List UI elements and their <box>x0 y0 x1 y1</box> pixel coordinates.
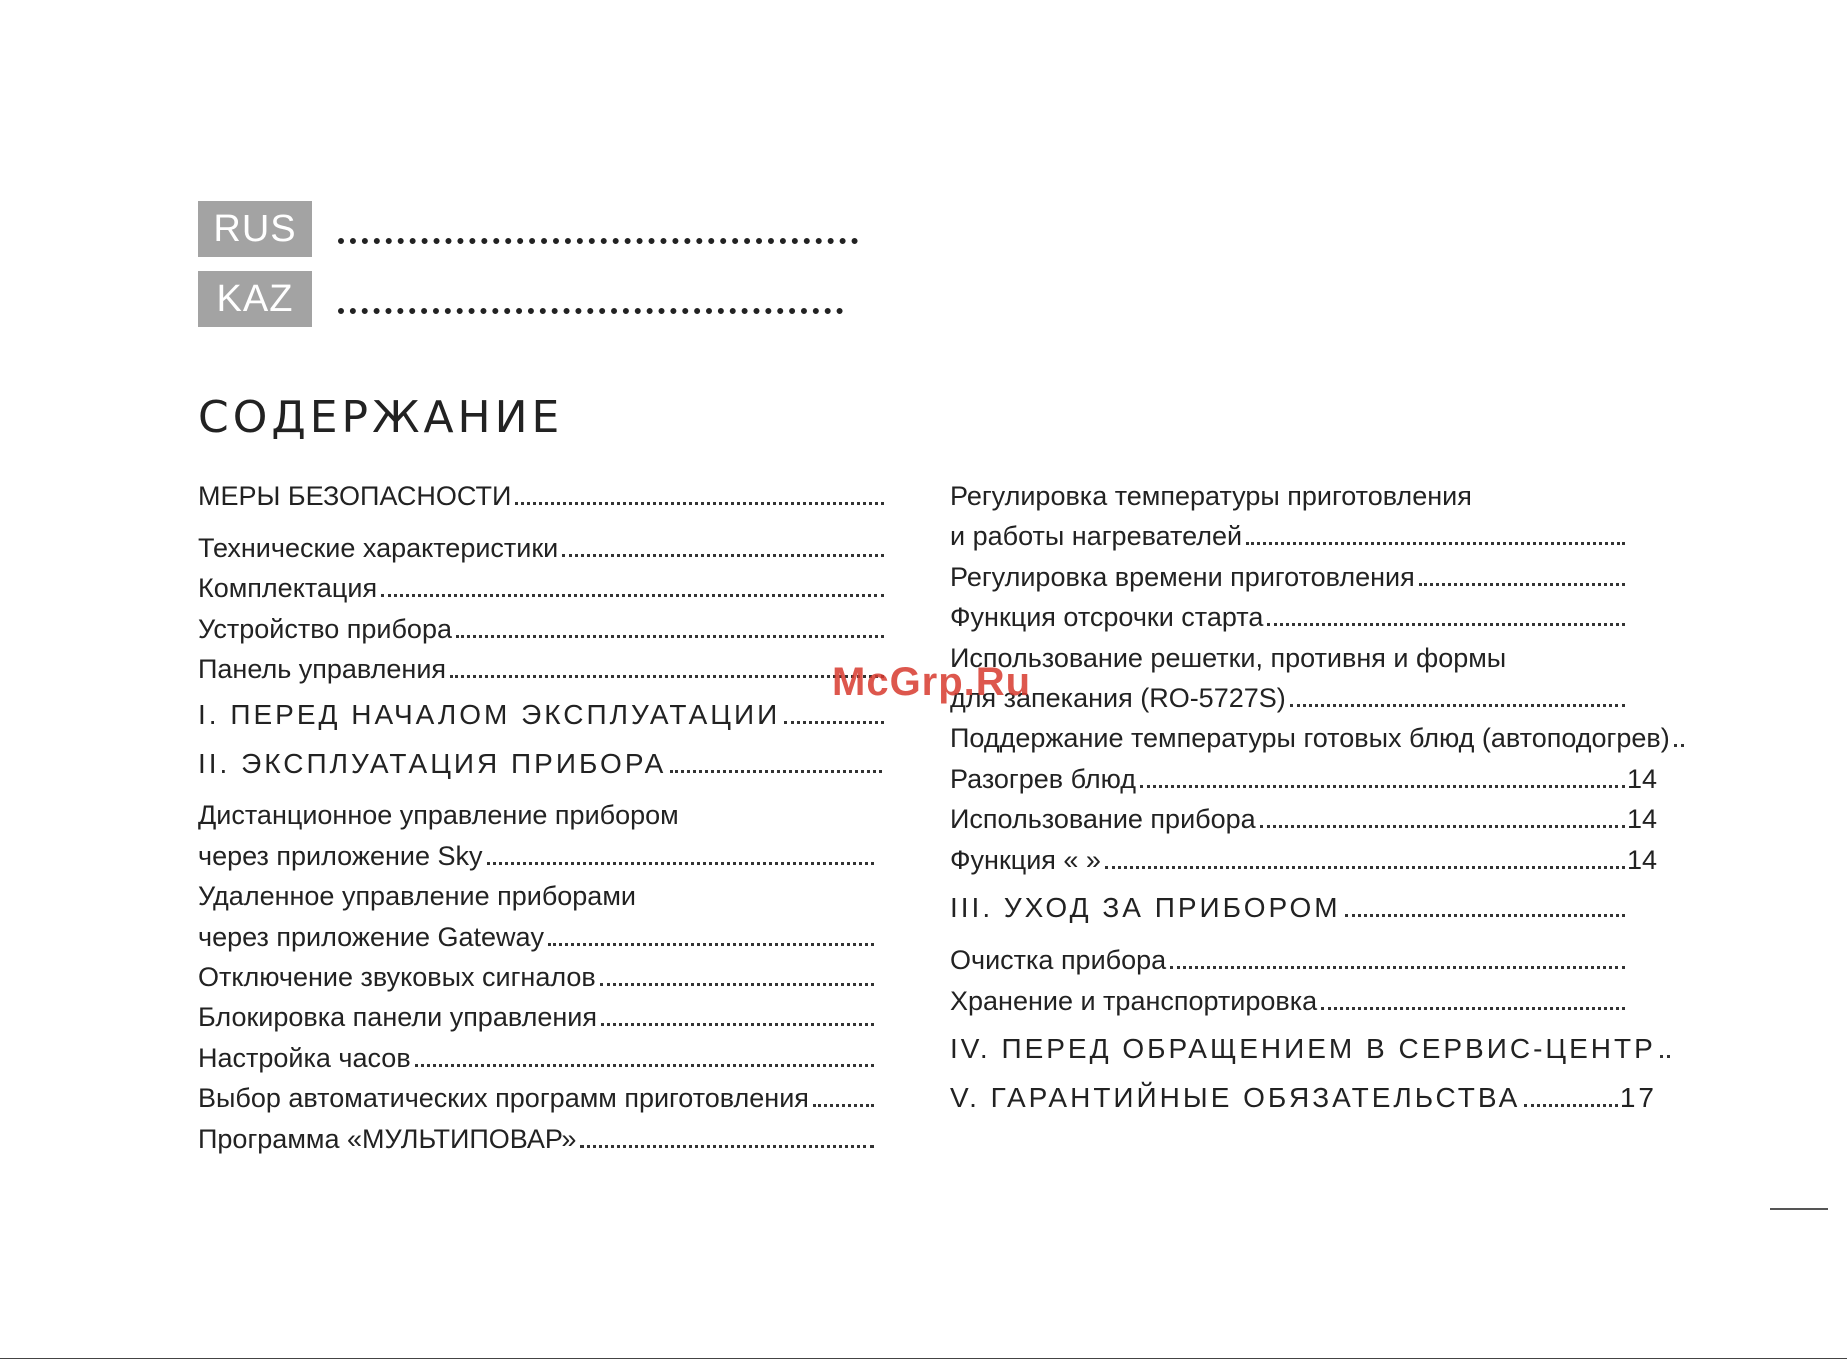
toc-entry[interactable] <box>950 1027 1656 1064</box>
toc-entry-label: и работы нагревателей <box>950 521 1243 551</box>
toc-entry[interactable] <box>198 1117 876 1153</box>
toc-entry-label: Регулировка времени приготовления <box>950 562 1415 592</box>
dot-leader <box>415 1064 874 1067</box>
dot-leader <box>601 1023 874 1026</box>
toc-entry-page: 14 <box>1626 804 1657 834</box>
toc-entry[interactable] <box>198 566 886 602</box>
toc-entry[interactable] <box>198 742 884 778</box>
dot-leader <box>1140 785 1625 788</box>
toc-entry-label: Программа «МУЛЬТИПОВАР» <box>198 1124 577 1154</box>
dot-leader <box>487 862 875 865</box>
toc-entry-label: Дистанционное управление прибором <box>198 800 679 830</box>
toc-entry[interactable] <box>950 474 1657 510</box>
dot-leader <box>1267 623 1625 626</box>
toc-entry-label: Удаленное управление приборами <box>198 881 636 911</box>
toc-entry[interactable] <box>198 474 886 510</box>
dot-leader <box>1419 583 1625 586</box>
dot-leader <box>562 554 884 557</box>
dot-leader <box>813 1104 874 1107</box>
dot-leader <box>548 943 874 946</box>
toc-entry-label: Настройка часов <box>198 1043 411 1073</box>
toc-entry[interactable] <box>950 838 1657 874</box>
toc-entry-label: Блокировка панели управления <box>198 1002 597 1032</box>
toc-entry-label: Разогрев блюд <box>950 764 1137 794</box>
toc-entry-label: Хранение и транспортировка <box>950 986 1318 1016</box>
toc-entry-label: Использование решетки, противня и формы <box>950 643 1507 673</box>
toc-entry[interactable] <box>198 693 886 729</box>
toc-entry-label: через приложение Sky <box>198 841 483 871</box>
toc-entry[interactable] <box>950 797 1657 833</box>
dot-leader <box>338 238 858 244</box>
toc-entry-label: через приложение Gateway <box>198 922 545 952</box>
toc-title: СОДЕРЖАНИЕ <box>198 392 564 443</box>
toc-entry[interactable] <box>950 716 1670 753</box>
language-row-kaz[interactable] <box>198 271 843 327</box>
toc-entry-label: для запекания (RO-5727S) <box>950 683 1286 713</box>
toc-entry[interactable] <box>950 514 1627 550</box>
dot-leader <box>1524 1104 1618 1107</box>
toc-entry-label: Функция « » <box>950 845 1101 875</box>
toc-entry-label: Использование прибора <box>950 804 1256 834</box>
toc-entry[interactable] <box>950 636 1657 672</box>
dot-leader <box>1660 1055 1670 1058</box>
dot-leader <box>580 1145 874 1148</box>
page-number-rule <box>1770 1208 1828 1210</box>
dot-leader <box>515 502 884 505</box>
dot-leader <box>1321 1007 1625 1010</box>
dot-leader <box>784 721 884 724</box>
dot-leader <box>1246 542 1625 545</box>
toc-entry[interactable] <box>198 1076 876 1112</box>
toc-entry-page: 17 <box>1619 1082 1657 1113</box>
dot-leader <box>1674 744 1684 747</box>
toc-entry[interactable] <box>198 915 876 951</box>
language-badge-kaz[interactable]: KAZ <box>198 271 312 327</box>
toc-entry-label: Функция отсрочки старта <box>950 602 1264 632</box>
toc-entry-label: IV. ПЕРЕД ОБРАЩЕНИЕМ В СЕРВИС-ЦЕНТР <box>950 1033 1656 1064</box>
toc-entry[interactable] <box>950 757 1657 793</box>
toc-entry[interactable] <box>198 874 886 910</box>
dot-leader <box>456 635 884 638</box>
language-row-rus[interactable] <box>198 201 858 257</box>
toc-entry-label: Выбор автоматических программ приготовления <box>198 1083 809 1113</box>
toc-entry-label: Комплектация <box>198 573 378 603</box>
dot-leader <box>670 770 882 773</box>
dot-leader <box>1260 825 1625 828</box>
dot-leader <box>1170 966 1625 969</box>
dot-leader <box>338 308 843 314</box>
toc-entry[interactable] <box>198 834 876 870</box>
toc-entry-label: I. ПЕРЕД НАЧАЛОМ ЭКСПЛУАТАЦИИ <box>198 699 781 730</box>
toc-entry[interactable] <box>198 995 876 1031</box>
toc-entry-page: 14 <box>1626 845 1657 875</box>
dot-leader <box>381 594 884 597</box>
toc-entry-label: Технические характеристики <box>198 533 559 563</box>
dot-leader <box>600 983 874 986</box>
toc-entry-label: III. УХОД ЗА ПРИБОРОМ <box>950 892 1341 923</box>
toc-entry[interactable] <box>950 979 1627 1015</box>
dot-leader <box>1345 914 1625 917</box>
language-badge-rus[interactable]: RUS <box>198 201 312 257</box>
toc-entry[interactable] <box>198 793 886 829</box>
toc-entry-label: Панель управления <box>198 654 447 684</box>
toc-entry-label: V. ГАРАНТИЙНЫЕ ОБЯЗАТЕЛЬСТВА <box>950 1082 1521 1113</box>
toc-entry-label: Регулировка температуры приготовления <box>950 481 1472 511</box>
toc-entry-page: 14 <box>1626 764 1657 794</box>
toc-entry[interactable] <box>950 676 1627 712</box>
toc-entry[interactable] <box>950 1076 1657 1112</box>
toc-entry[interactable] <box>198 526 886 562</box>
dot-leader <box>450 675 884 678</box>
toc-entry[interactable] <box>198 955 876 991</box>
toc-entry[interactable] <box>950 595 1627 631</box>
toc-entry[interactable] <box>950 555 1627 591</box>
toc-entry-label: II. ЭКСПЛУАТАЦИЯ ПРИБОРА <box>198 748 667 779</box>
watermark: McGrp.Ru <box>832 660 1032 704</box>
toc-entry[interactable] <box>198 607 886 643</box>
toc-entry-label: МЕРЫ БЕЗОПАСНОСТИ <box>198 481 512 511</box>
toc-entry[interactable] <box>950 886 1627 922</box>
toc-entry[interactable] <box>198 647 886 683</box>
dot-leader <box>1105 866 1625 869</box>
toc-entry-label: Очистка прибора <box>950 945 1167 975</box>
toc-entry[interactable] <box>950 938 1627 974</box>
toc-entry-label: Поддержание температуры готовых блюд (автоподогрев) <box>950 723 1670 753</box>
bottom-divider <box>0 1358 1847 1359</box>
toc-entry-label: Отключение звуковых сигналов <box>198 962 596 992</box>
toc-entry-label: Устройство прибора <box>198 614 452 644</box>
dot-leader <box>1290 704 1625 707</box>
toc-entry[interactable] <box>198 1036 876 1072</box>
